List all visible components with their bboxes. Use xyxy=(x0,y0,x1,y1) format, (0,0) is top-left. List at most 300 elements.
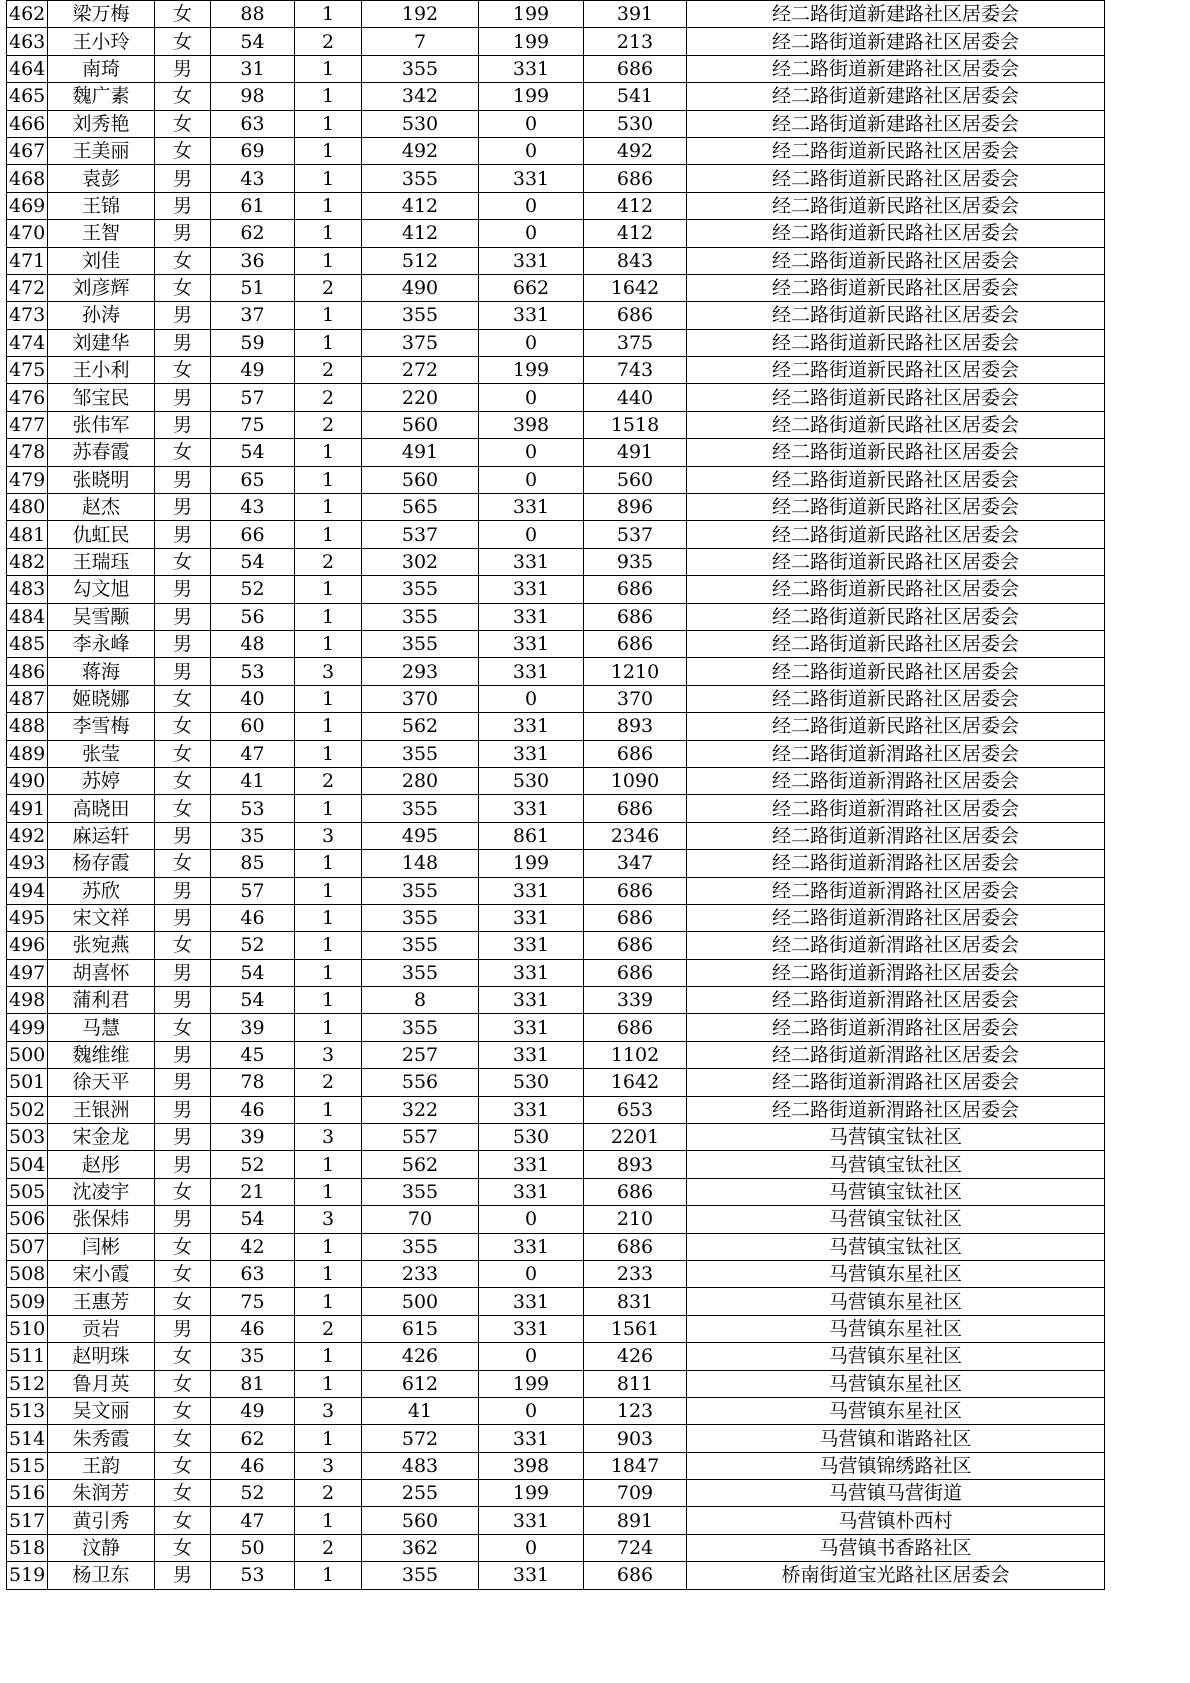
cell-amount-b: 0 xyxy=(479,110,584,137)
cell-household-size: 1 xyxy=(295,1288,362,1315)
table-row xyxy=(7,1397,1105,1424)
cell-row-number: 480 xyxy=(7,494,48,521)
cell-row-number: 508 xyxy=(7,1260,48,1287)
cell-household-size: 1 xyxy=(295,1507,362,1534)
table-row xyxy=(7,110,1105,137)
table-row xyxy=(7,767,1105,794)
cell-row-number: 476 xyxy=(7,384,48,411)
cell-gender: 女 xyxy=(155,1014,211,1041)
table-row xyxy=(7,1507,1105,1534)
cell-amount-b: 331 xyxy=(479,1288,584,1315)
cell-community: 马营镇东星社区 xyxy=(687,1260,1105,1287)
cell-amount-a: 255 xyxy=(362,1480,479,1507)
table-row xyxy=(7,904,1105,931)
cell-gender: 女 xyxy=(155,439,211,466)
cell-name: 朱润芳 xyxy=(48,1480,155,1507)
cell-age: 46 xyxy=(211,904,295,931)
cell-total: 686 xyxy=(584,576,687,603)
cell-amount-a: 556 xyxy=(362,1069,479,1096)
cell-amount-a: 355 xyxy=(362,302,479,329)
cell-total: 412 xyxy=(584,192,687,219)
cell-gender: 男 xyxy=(155,220,211,247)
cell-total: 686 xyxy=(584,1178,687,1205)
cell-household-size: 2 xyxy=(295,1315,362,1342)
cell-amount-a: 355 xyxy=(362,165,479,192)
cell-amount-a: 530 xyxy=(362,110,479,137)
cell-total: 686 xyxy=(584,302,687,329)
cell-amount-a: 355 xyxy=(362,1562,479,1589)
cell-household-size: 1 xyxy=(295,685,362,712)
cell-community: 经二路街道新渭路社区居委会 xyxy=(687,1069,1105,1096)
cell-total: 370 xyxy=(584,685,687,712)
cell-name: 刘建华 xyxy=(48,329,155,356)
cell-name: 张宛燕 xyxy=(48,932,155,959)
cell-amount-b: 331 xyxy=(479,603,584,630)
cell-gender: 女 xyxy=(155,247,211,274)
cell-amount-a: 426 xyxy=(362,1343,479,1370)
cell-amount-a: 70 xyxy=(362,1206,479,1233)
cell-household-size: 1 xyxy=(295,1260,362,1287)
cell-name: 赵彤 xyxy=(48,1151,155,1178)
cell-household-size: 1 xyxy=(295,1,362,28)
cell-total: 686 xyxy=(584,1562,687,1589)
cell-amount-b: 199 xyxy=(479,1,584,28)
cell-total: 893 xyxy=(584,1151,687,1178)
cell-community: 经二路街道新民路社区居委会 xyxy=(687,685,1105,712)
cell-age: 60 xyxy=(211,713,295,740)
cell-community: 经二路街道新民路社区居委会 xyxy=(687,548,1105,575)
cell-community: 经二路街道新建路社区居委会 xyxy=(687,1,1105,28)
cell-amount-b: 199 xyxy=(479,1370,584,1397)
cell-community: 经二路街道新民路社区居委会 xyxy=(687,302,1105,329)
cell-name: 汶静 xyxy=(48,1534,155,1561)
cell-age: 35 xyxy=(211,822,295,849)
cell-age: 56 xyxy=(211,603,295,630)
cell-amount-b: 331 xyxy=(479,548,584,575)
cell-community: 经二路街道新民路社区居委会 xyxy=(687,329,1105,356)
cell-age: 39 xyxy=(211,1124,295,1151)
table-row xyxy=(7,384,1105,411)
cell-amount-b: 331 xyxy=(479,55,584,82)
cell-household-size: 1 xyxy=(295,247,362,274)
cell-name: 马慧 xyxy=(48,1014,155,1041)
cell-gender: 女 xyxy=(155,1397,211,1424)
cell-amount-b: 331 xyxy=(479,247,584,274)
cell-name: 杨卫东 xyxy=(48,1562,155,1589)
table-row xyxy=(7,1124,1105,1151)
cell-row-number: 487 xyxy=(7,685,48,712)
cell-age: 65 xyxy=(211,466,295,493)
cell-gender: 男 xyxy=(155,822,211,849)
cell-household-size: 1 xyxy=(295,83,362,110)
cell-gender: 女 xyxy=(155,1343,211,1370)
cell-household-size: 1 xyxy=(295,439,362,466)
cell-amount-a: 41 xyxy=(362,1397,479,1424)
cell-amount-a: 572 xyxy=(362,1425,479,1452)
cell-household-size: 2 xyxy=(295,274,362,301)
cell-household-size: 1 xyxy=(295,904,362,931)
cell-amount-b: 199 xyxy=(479,28,584,55)
cell-total: 891 xyxy=(584,1507,687,1534)
cell-name: 南琦 xyxy=(48,55,155,82)
cell-amount-b: 662 xyxy=(479,274,584,301)
cell-age: 37 xyxy=(211,302,295,329)
cell-community: 经二路街道新渭路社区居委会 xyxy=(687,932,1105,959)
table-row xyxy=(7,274,1105,301)
table-row xyxy=(7,959,1105,986)
table-row xyxy=(7,1151,1105,1178)
cell-gender: 男 xyxy=(155,987,211,1014)
cell-name: 李雪梅 xyxy=(48,713,155,740)
cell-household-size: 1 xyxy=(295,603,362,630)
cell-total: 123 xyxy=(584,1397,687,1424)
cell-name: 徐天平 xyxy=(48,1069,155,1096)
cell-amount-b: 0 xyxy=(479,329,584,356)
table-row xyxy=(7,192,1105,219)
cell-community: 经二路街道新渭路社区居委会 xyxy=(687,795,1105,822)
cell-total: 1090 xyxy=(584,767,687,794)
cell-name: 王智 xyxy=(48,220,155,247)
table-row xyxy=(7,521,1105,548)
cell-total: 686 xyxy=(584,603,687,630)
cell-community: 经二路街道新民路社区居委会 xyxy=(687,220,1105,247)
cell-amount-a: 562 xyxy=(362,1151,479,1178)
cell-total: 1642 xyxy=(584,274,687,301)
cell-age: 47 xyxy=(211,740,295,767)
cell-community: 经二路街道新民路社区居委会 xyxy=(687,274,1105,301)
cell-total: 709 xyxy=(584,1480,687,1507)
table-row xyxy=(7,1014,1105,1041)
cell-age: 62 xyxy=(211,1425,295,1452)
cell-community: 马营镇东星社区 xyxy=(687,1315,1105,1342)
table-row xyxy=(7,55,1105,82)
table-row xyxy=(7,1069,1105,1096)
cell-amount-a: 355 xyxy=(362,630,479,657)
cell-amount-b: 331 xyxy=(479,165,584,192)
cell-gender: 男 xyxy=(155,1315,211,1342)
cell-name: 杨存霞 xyxy=(48,850,155,877)
cell-household-size: 2 xyxy=(295,767,362,794)
cell-row-number: 483 xyxy=(7,576,48,603)
cell-amount-b: 331 xyxy=(479,904,584,931)
cell-total: 686 xyxy=(584,1014,687,1041)
table-row xyxy=(7,28,1105,55)
cell-age: 62 xyxy=(211,220,295,247)
cell-gender: 女 xyxy=(155,1288,211,1315)
cell-name: 张莹 xyxy=(48,740,155,767)
cell-amount-b: 331 xyxy=(479,302,584,329)
cell-name: 王小利 xyxy=(48,357,155,384)
cell-gender: 男 xyxy=(155,904,211,931)
cell-gender: 男 xyxy=(155,466,211,493)
cell-household-size: 1 xyxy=(295,1014,362,1041)
cell-row-number: 481 xyxy=(7,521,48,548)
cell-total: 743 xyxy=(584,357,687,384)
cell-amount-b: 0 xyxy=(479,1206,584,1233)
cell-age: 54 xyxy=(211,959,295,986)
cell-age: 52 xyxy=(211,932,295,959)
cell-amount-b: 331 xyxy=(479,877,584,904)
cell-name: 宋小霞 xyxy=(48,1260,155,1287)
cell-amount-b: 331 xyxy=(479,1507,584,1534)
cell-row-number: 475 xyxy=(7,357,48,384)
cell-row-number: 504 xyxy=(7,1151,48,1178)
cell-community: 经二路街道新渭路社区居委会 xyxy=(687,1014,1105,1041)
cell-community: 经二路街道新渭路社区居委会 xyxy=(687,877,1105,904)
cell-name: 王美丽 xyxy=(48,137,155,164)
cell-household-size: 1 xyxy=(295,1562,362,1589)
cell-total: 686 xyxy=(584,932,687,959)
cell-name: 李永峰 xyxy=(48,630,155,657)
cell-amount-b: 331 xyxy=(479,1178,584,1205)
cell-gender: 男 xyxy=(155,658,211,685)
cell-community: 经二路街道新渭路社区居委会 xyxy=(687,1096,1105,1123)
cell-total: 831 xyxy=(584,1288,687,1315)
cell-total: 530 xyxy=(584,110,687,137)
table-row xyxy=(7,1096,1105,1123)
cell-gender: 男 xyxy=(155,494,211,521)
cell-total: 375 xyxy=(584,329,687,356)
cell-row-number: 502 xyxy=(7,1096,48,1123)
cell-household-size: 3 xyxy=(295,1206,362,1233)
cell-name: 蒲利君 xyxy=(48,987,155,1014)
cell-total: 537 xyxy=(584,521,687,548)
cell-community: 经二路街道新渭路社区居委会 xyxy=(687,959,1105,986)
cell-age: 51 xyxy=(211,274,295,301)
cell-amount-b: 331 xyxy=(479,740,584,767)
table-row xyxy=(7,1,1105,28)
cell-amount-a: 233 xyxy=(362,1260,479,1287)
cell-amount-b: 0 xyxy=(479,521,584,548)
cell-age: 45 xyxy=(211,1041,295,1068)
cell-amount-a: 491 xyxy=(362,439,479,466)
cell-name: 邹宝民 xyxy=(48,384,155,411)
cell-gender: 男 xyxy=(155,1562,211,1589)
cell-row-number: 466 xyxy=(7,110,48,137)
cell-gender: 女 xyxy=(155,357,211,384)
cell-household-size: 1 xyxy=(295,192,362,219)
cell-amount-b: 199 xyxy=(479,83,584,110)
data-table xyxy=(6,0,1105,1590)
cell-name: 赵杰 xyxy=(48,494,155,521)
cell-household-size: 1 xyxy=(295,740,362,767)
cell-community: 经二路街道新渭路社区居委会 xyxy=(687,767,1105,794)
cell-name: 魏维维 xyxy=(48,1041,155,1068)
cell-name: 孙涛 xyxy=(48,302,155,329)
cell-household-size: 1 xyxy=(295,1370,362,1397)
cell-gender: 女 xyxy=(155,1480,211,1507)
cell-total: 1642 xyxy=(584,1069,687,1096)
cell-age: 54 xyxy=(211,28,295,55)
cell-amount-a: 565 xyxy=(362,494,479,521)
cell-name: 袁彭 xyxy=(48,165,155,192)
cell-row-number: 486 xyxy=(7,658,48,685)
cell-amount-b: 331 xyxy=(479,932,584,959)
cell-gender: 女 xyxy=(155,1,211,28)
cell-age: 54 xyxy=(211,987,295,1014)
cell-age: 54 xyxy=(211,548,295,575)
cell-total: 426 xyxy=(584,1343,687,1370)
cell-community: 经二路街道新民路社区居委会 xyxy=(687,576,1105,603)
cell-name: 闫彬 xyxy=(48,1233,155,1260)
cell-amount-b: 199 xyxy=(479,357,584,384)
table-row xyxy=(7,850,1105,877)
cell-community: 马营镇东星社区 xyxy=(687,1288,1105,1315)
cell-total: 2346 xyxy=(584,822,687,849)
cell-name: 沈凌宇 xyxy=(48,1178,155,1205)
cell-gender: 男 xyxy=(155,959,211,986)
cell-community: 马营镇朴西村 xyxy=(687,1507,1105,1534)
cell-household-size: 2 xyxy=(295,1069,362,1096)
table-row xyxy=(7,987,1105,1014)
cell-age: 53 xyxy=(211,795,295,822)
cell-row-number: 470 xyxy=(7,220,48,247)
cell-name: 王银洲 xyxy=(48,1096,155,1123)
cell-amount-a: 560 xyxy=(362,411,479,438)
cell-amount-b: 331 xyxy=(479,1041,584,1068)
cell-age: 81 xyxy=(211,1370,295,1397)
table-row xyxy=(7,329,1105,356)
cell-name: 高晓田 xyxy=(48,795,155,822)
cell-household-size: 1 xyxy=(295,795,362,822)
table-row xyxy=(7,1370,1105,1397)
cell-household-size: 1 xyxy=(295,521,362,548)
cell-row-number: 482 xyxy=(7,548,48,575)
cell-household-size: 2 xyxy=(295,384,362,411)
cell-amount-a: 560 xyxy=(362,1507,479,1534)
cell-age: 52 xyxy=(211,576,295,603)
cell-community: 经二路街道新民路社区居委会 xyxy=(687,137,1105,164)
cell-amount-a: 355 xyxy=(362,795,479,822)
cell-gender: 女 xyxy=(155,767,211,794)
cell-community: 马营镇和谐路社区 xyxy=(687,1425,1105,1452)
cell-total: 686 xyxy=(584,165,687,192)
cell-total: 811 xyxy=(584,1370,687,1397)
cell-amount-a: 355 xyxy=(362,877,479,904)
cell-name: 梁万梅 xyxy=(48,1,155,28)
table-row xyxy=(7,1178,1105,1205)
cell-gender: 女 xyxy=(155,1233,211,1260)
cell-row-number: 472 xyxy=(7,274,48,301)
cell-age: 50 xyxy=(211,1534,295,1561)
cell-total: 843 xyxy=(584,247,687,274)
cell-age: 46 xyxy=(211,1452,295,1479)
cell-community: 马营镇锦绣路社区 xyxy=(687,1452,1105,1479)
cell-gender: 女 xyxy=(155,932,211,959)
cell-age: 54 xyxy=(211,439,295,466)
cell-age: 43 xyxy=(211,494,295,521)
cell-total: 541 xyxy=(584,83,687,110)
cell-community: 经二路街道新渭路社区居委会 xyxy=(687,740,1105,767)
cell-row-number: 514 xyxy=(7,1425,48,1452)
cell-name: 张保炜 xyxy=(48,1206,155,1233)
cell-amount-b: 0 xyxy=(479,439,584,466)
cell-gender: 男 xyxy=(155,1124,211,1151)
cell-gender: 女 xyxy=(155,795,211,822)
cell-age: 43 xyxy=(211,165,295,192)
cell-amount-b: 331 xyxy=(479,1014,584,1041)
cell-community: 马营镇东星社区 xyxy=(687,1343,1105,1370)
cell-amount-b: 331 xyxy=(479,658,584,685)
cell-name: 鲁月英 xyxy=(48,1370,155,1397)
cell-community: 经二路街道新渭路社区居委会 xyxy=(687,1041,1105,1068)
cell-row-number: 467 xyxy=(7,137,48,164)
cell-name: 王锦 xyxy=(48,192,155,219)
cell-amount-b: 331 xyxy=(479,1151,584,1178)
cell-amount-b: 861 xyxy=(479,822,584,849)
cell-row-number: 465 xyxy=(7,83,48,110)
cell-row-number: 474 xyxy=(7,329,48,356)
cell-amount-a: 293 xyxy=(362,658,479,685)
cell-amount-a: 355 xyxy=(362,1233,479,1260)
cell-amount-a: 355 xyxy=(362,904,479,931)
table-row xyxy=(7,1480,1105,1507)
cell-gender: 男 xyxy=(155,165,211,192)
cell-gender: 女 xyxy=(155,548,211,575)
cell-row-number: 503 xyxy=(7,1124,48,1151)
cell-amount-a: 355 xyxy=(362,55,479,82)
table-row xyxy=(7,439,1105,466)
cell-amount-b: 331 xyxy=(479,630,584,657)
cell-name: 麻运轩 xyxy=(48,822,155,849)
cell-community: 经二路街道新建路社区居委会 xyxy=(687,110,1105,137)
cell-total: 412 xyxy=(584,220,687,247)
cell-gender: 女 xyxy=(155,1452,211,1479)
table-row xyxy=(7,1206,1105,1233)
cell-gender: 女 xyxy=(155,137,211,164)
cell-household-size: 1 xyxy=(295,55,362,82)
cell-gender: 女 xyxy=(155,28,211,55)
cell-amount-b: 331 xyxy=(479,1562,584,1589)
cell-amount-b: 0 xyxy=(479,685,584,712)
table-row xyxy=(7,1425,1105,1452)
cell-row-number: 513 xyxy=(7,1397,48,1424)
table-row xyxy=(7,576,1105,603)
cell-amount-b: 0 xyxy=(479,384,584,411)
cell-gender: 男 xyxy=(155,630,211,657)
cell-total: 2201 xyxy=(584,1124,687,1151)
cell-name: 王惠芳 xyxy=(48,1288,155,1315)
cell-household-size: 1 xyxy=(295,932,362,959)
cell-row-number: 509 xyxy=(7,1288,48,1315)
cell-community: 马营镇东星社区 xyxy=(687,1397,1105,1424)
cell-household-size: 1 xyxy=(295,466,362,493)
cell-community: 经二路街道新民路社区居委会 xyxy=(687,247,1105,274)
cell-household-size: 1 xyxy=(295,137,362,164)
cell-community: 经二路街道新渭路社区居委会 xyxy=(687,987,1105,1014)
cell-amount-b: 398 xyxy=(479,1452,584,1479)
cell-gender: 女 xyxy=(155,1370,211,1397)
cell-age: 48 xyxy=(211,630,295,657)
cell-gender: 女 xyxy=(155,850,211,877)
cell-row-number: 492 xyxy=(7,822,48,849)
cell-name: 宋金龙 xyxy=(48,1124,155,1151)
cell-name: 王瑞珏 xyxy=(48,548,155,575)
cell-community: 马营镇宝钛社区 xyxy=(687,1206,1105,1233)
cell-amount-b: 530 xyxy=(479,1124,584,1151)
cell-gender: 男 xyxy=(155,1069,211,1096)
cell-gender: 女 xyxy=(155,740,211,767)
cell-name: 王韵 xyxy=(48,1452,155,1479)
cell-community: 经二路街道新建路社区居委会 xyxy=(687,28,1105,55)
cell-total: 686 xyxy=(584,1233,687,1260)
cell-community: 马营镇宝钛社区 xyxy=(687,1178,1105,1205)
cell-amount-b: 331 xyxy=(479,795,584,822)
cell-row-number: 489 xyxy=(7,740,48,767)
table-row xyxy=(7,1041,1105,1068)
cell-gender: 男 xyxy=(155,576,211,603)
cell-name: 张晓明 xyxy=(48,466,155,493)
